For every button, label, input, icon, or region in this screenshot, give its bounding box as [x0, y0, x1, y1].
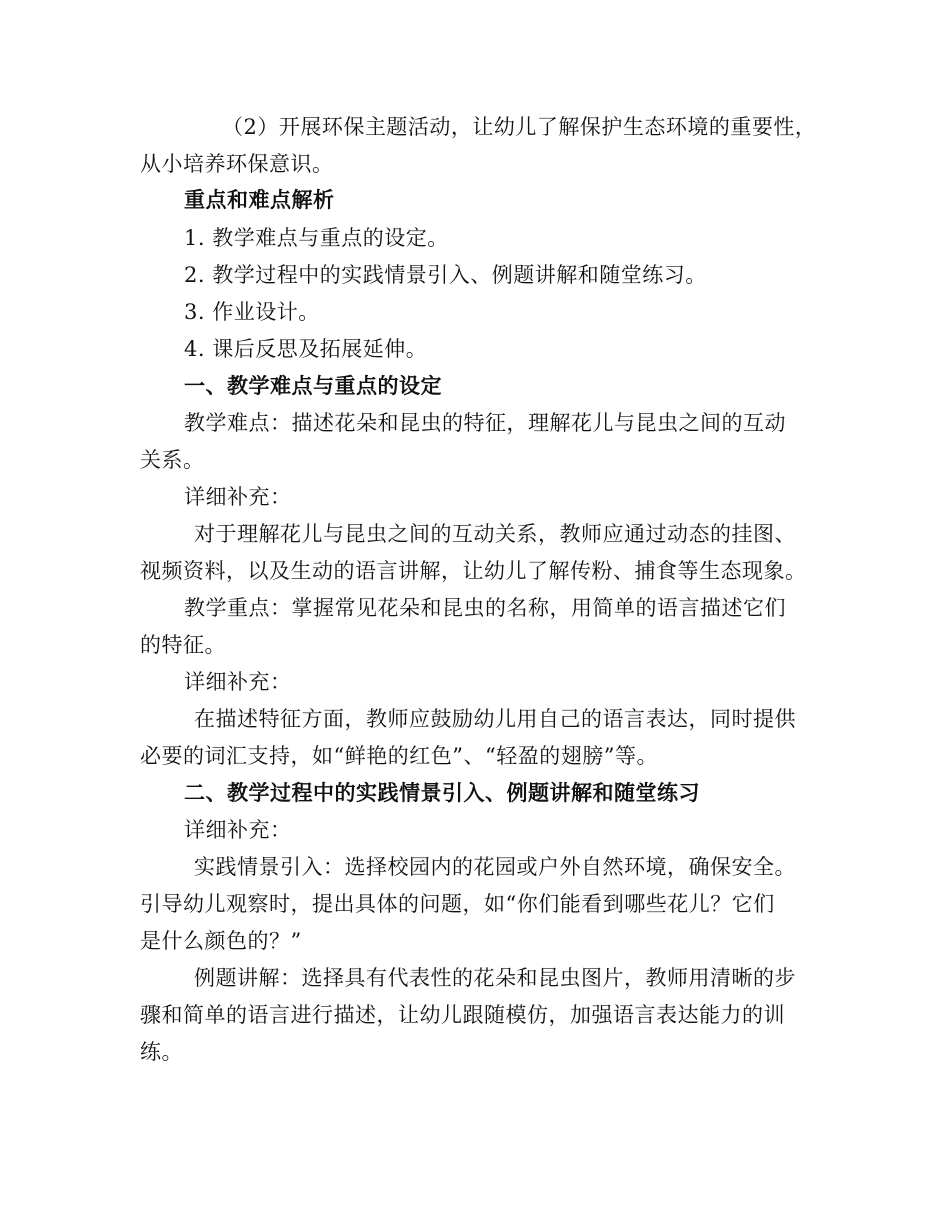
list-item-4: 4. 课后反思及拓展延伸。: [184, 337, 428, 361]
list-item-1: 1. 教学难点与重点的设定。: [184, 226, 449, 250]
key-point-line-2: 的特征。: [140, 633, 226, 657]
detail-label-1: 详细补充：: [184, 485, 292, 509]
example-line-2: 骤和简单的语言进行描述，让幼儿跟随模仿，加强语言表达能力的训: [140, 1003, 785, 1027]
paragraph-activity-2-line-1: （2）开展环保主题活动，让幼儿了解保护生态环境的重要性，: [222, 115, 817, 139]
scenario-line-3: 是什么颜色的？”: [140, 929, 302, 953]
key-point-line-1: 教学重点：掌握常见花朵和昆虫的名称，用简单的语言描述它们: [184, 596, 786, 620]
section-heading-two: 二、教学过程中的实践情景引入、例题讲解和随堂练习: [184, 781, 700, 805]
detail-1-line-1: 对于理解花儿与昆虫之间的互动关系，教师应通过动态的挂图、: [194, 522, 796, 546]
example-line-3: 练。: [140, 1040, 183, 1064]
scenario-line-1: 实践情景引入：选择校园内的花园或户外自然环境，确保安全。: [194, 855, 796, 879]
detail-label-2: 详细补充：: [184, 670, 292, 694]
section-heading-key-points: 重点和难点解析: [184, 188, 335, 212]
detail-1-line-2: 视频资料，以及生动的语言讲解，让幼儿了解传粉、捕食等生态现象。: [140, 559, 807, 583]
difficulty-line-1: 教学难点：描述花朵和昆虫的特征，理解花儿与昆虫之间的互动: [184, 411, 786, 435]
difficulty-line-2: 关系。: [140, 448, 205, 472]
detail-label-3: 详细补充：: [184, 818, 292, 842]
detail-2-line-1: 在描述特征方面，教师应鼓励幼儿用自己的语言表达，同时提供: [194, 707, 796, 731]
section-heading-one: 一、教学难点与重点的设定: [184, 374, 442, 398]
detail-2-line-2: 必要的词汇支持，如“鲜艳的红色”、“轻盈的翅膀”等。: [140, 744, 658, 768]
scenario-line-2: 引导幼儿观察时，提出具体的问题，如“你们能看到哪些花儿？它们: [140, 892, 775, 916]
paragraph-activity-2-line-2: 从小培养环保意识。: [140, 152, 334, 176]
example-line-1: 例题讲解：选择具有代表性的花朵和昆虫图片，教师用清晰的步: [194, 966, 796, 990]
list-item-2: 2. 教学过程中的实践情景引入、例题讲解和随堂练习。: [184, 263, 707, 287]
list-item-3: 3. 作业设计。: [184, 300, 320, 324]
